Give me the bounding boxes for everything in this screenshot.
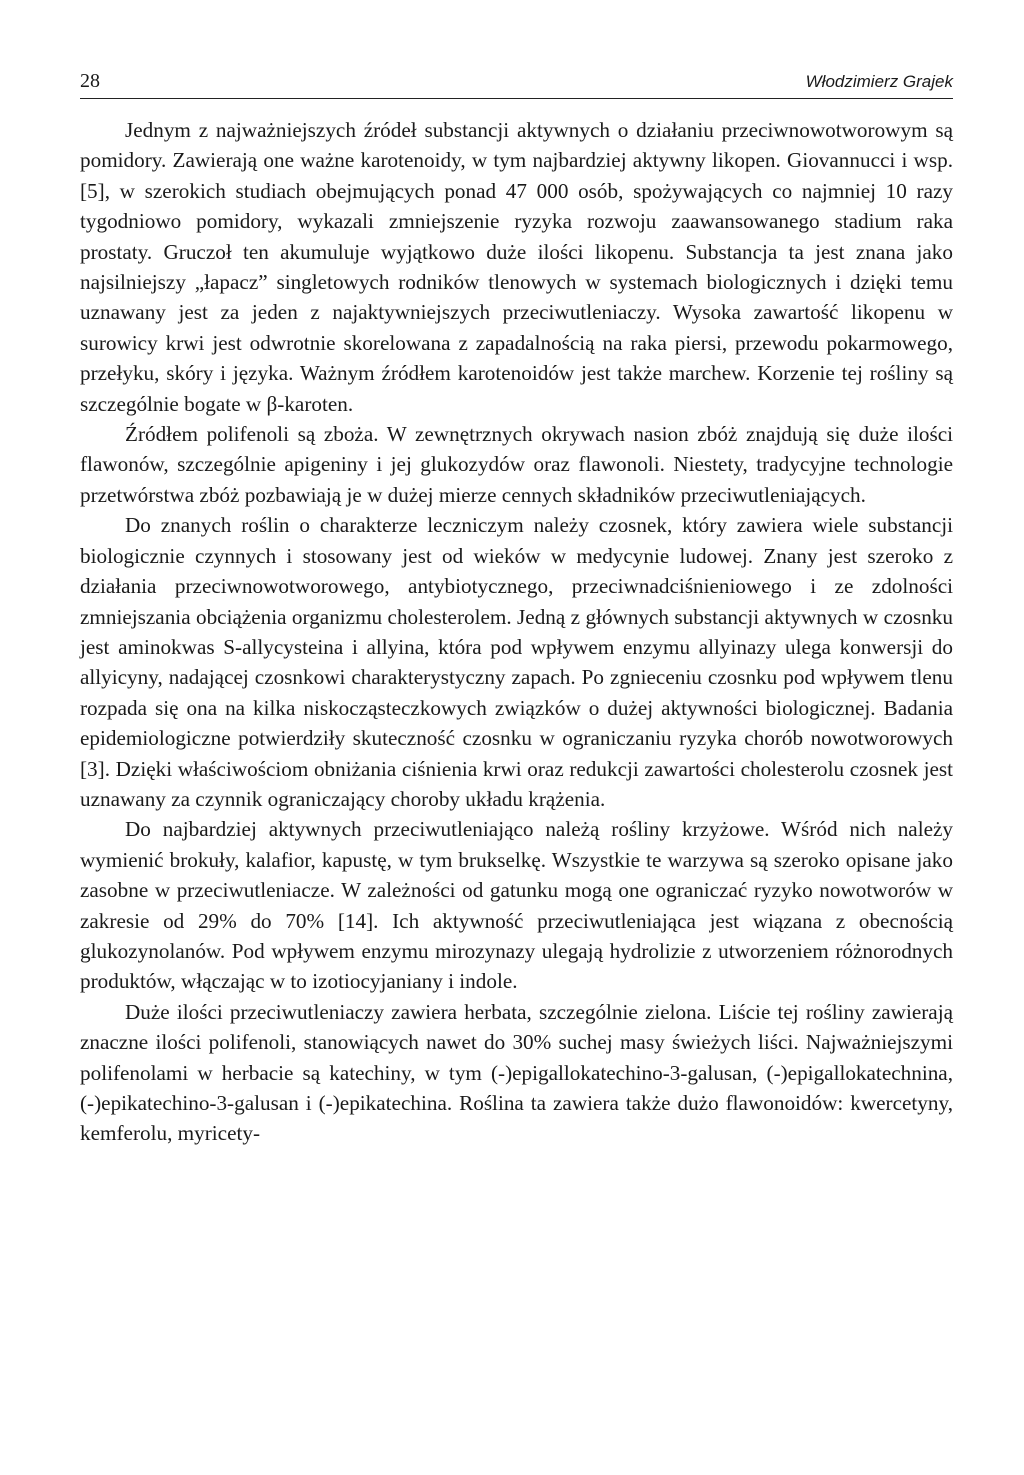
document-page	[80, 0, 953, 1475]
author-running-head: Włodzimierz Grajek	[805, 72, 953, 91]
page-number: 28	[80, 70, 100, 92]
paragraph-tea: Duże ilości przeciwutleniaczy zawiera herbata, szczególnie zielona. Liście tej rośliny zawierają znaczne ilości polifenoli, stanowiących nawet do 30% suchej masy świeżych liści. Najważniejszymi polifenolami w herbacie są katechiny, w tym (-)epigallokatechino-3-galusan, (-)epigallokatechnina, (-)epikatechino-3-galusan i (-)epikatechina. Roślina ta zawiera także dużo flawonoidów: kwercetyny, kemferolu, myricety-	[80, 999, 953, 1146]
running-header	[80, 68, 953, 99]
paragraph-tomatoes: Jednym z najważniejszych źródeł substancji aktywnych o działaniu przeciwnowotworowym są pomidory. Zawierają one ważne karotenoidy, w tym najbardziej aktywny likopen. Giovannucci i wsp. [5], w szerokich studiach obejmujących ponad 47 000 osób, spożywających co najmniej 10 razy tygodniowo pomidory, wykazali zmniejszenie ryzyka rozwoju zaawansowanego stadium raka prostaty. Gruczoł ten akumuluje wyjątkowo duże ilości likopenu. Substancja ta jest znana jako najsilniejszy „łapacz” singletowych rodników tlenowych w systemach biologicznych i dzięki temu uznawany jest za jeden z najaktywniejszych przeciwutleniaczy. Wysoka zawartość likopenu w surowicy krwi jest odwrotnie skorelowana z zapadalnością na raka piersi, przewodu pokarmowego, przełyku, skóry i języka. Ważnym źródłem karotenoidów jest także marchew. Korzenie tej rośliny są szczególnie bogate w β-karoten.	[80, 118, 953, 416]
paragraph-cruciferous: Do najbardziej aktywnych przeciwutleniająco należą rośliny krzyżowe. Wśród nich należy wymienić brokuły, kalafior, kapustę, w tym brukselkę. Wszystkie te warzywa są szeroko opisane jako zasobne w przeciwutleniacze. W zależności od gatunku mogą one ograniczać ryzyko nowotworów w zakresie od 29% do 70% [14]. Ich aktywność przeciwutleniająca jest wiązana z obecnością glukozynolanów. Pod wpływem enzymu mirozynazy ulegają hydrolizie z utworzeniem różnorodnych produktów, włączając w to izotiocyjaniany i indole.	[80, 817, 953, 994]
paragraph-garlic: Do znanych roślin o charakterze leczniczym należy czosnek, który zawiera wiele substancji biologicznie czynnych i stosowany jest od wieków w medycynie ludowej. Znany jest szeroko z działania przeciwnowotworowego, antybiotycznego, przeciwnadciśnieniowego i ze zdolności zmniejszania obciążenia organizmu cholesterolem. Jedną z głównych substancji aktywnych w czosnku jest aminokwas S-allycysteina i allyina, która pod wpływem enzymu allyinazy ulega konwersji do allyicyny, nadającej czosnkowi charakterystyczny zapach. Po zgnieceniu czosnku pod wpływem tlenu rozpada się ona na kilka niskocząsteczkowych związków o dużej aktywności biologicznej. Badania epidemiologiczne potwierdziły skuteczność czosnku w ograniczaniu ryzyka chorób nowotworowych [3]. Dzięki właściwościom obniżania ciśnienia krwi oraz redukcji zawartości cholesterolu czosnek jest uznawany za czynnik ograniczający choroby układu krążenia.	[80, 513, 953, 811]
body-text	[80, 115, 953, 1149]
paragraph-cereals: Źródłem polifenoli są zboża. W zewnętrznych okrywach nasion zbóż znajdują się duże ilości flawonów, szczególnie apigeniny i jej glukozydów oraz flawonoli. Niestety, tradycyjne technologie przetwórstwa zbóż pozbawiają je w dużej mierze cennych składników przeciwutleniających.	[80, 422, 953, 507]
